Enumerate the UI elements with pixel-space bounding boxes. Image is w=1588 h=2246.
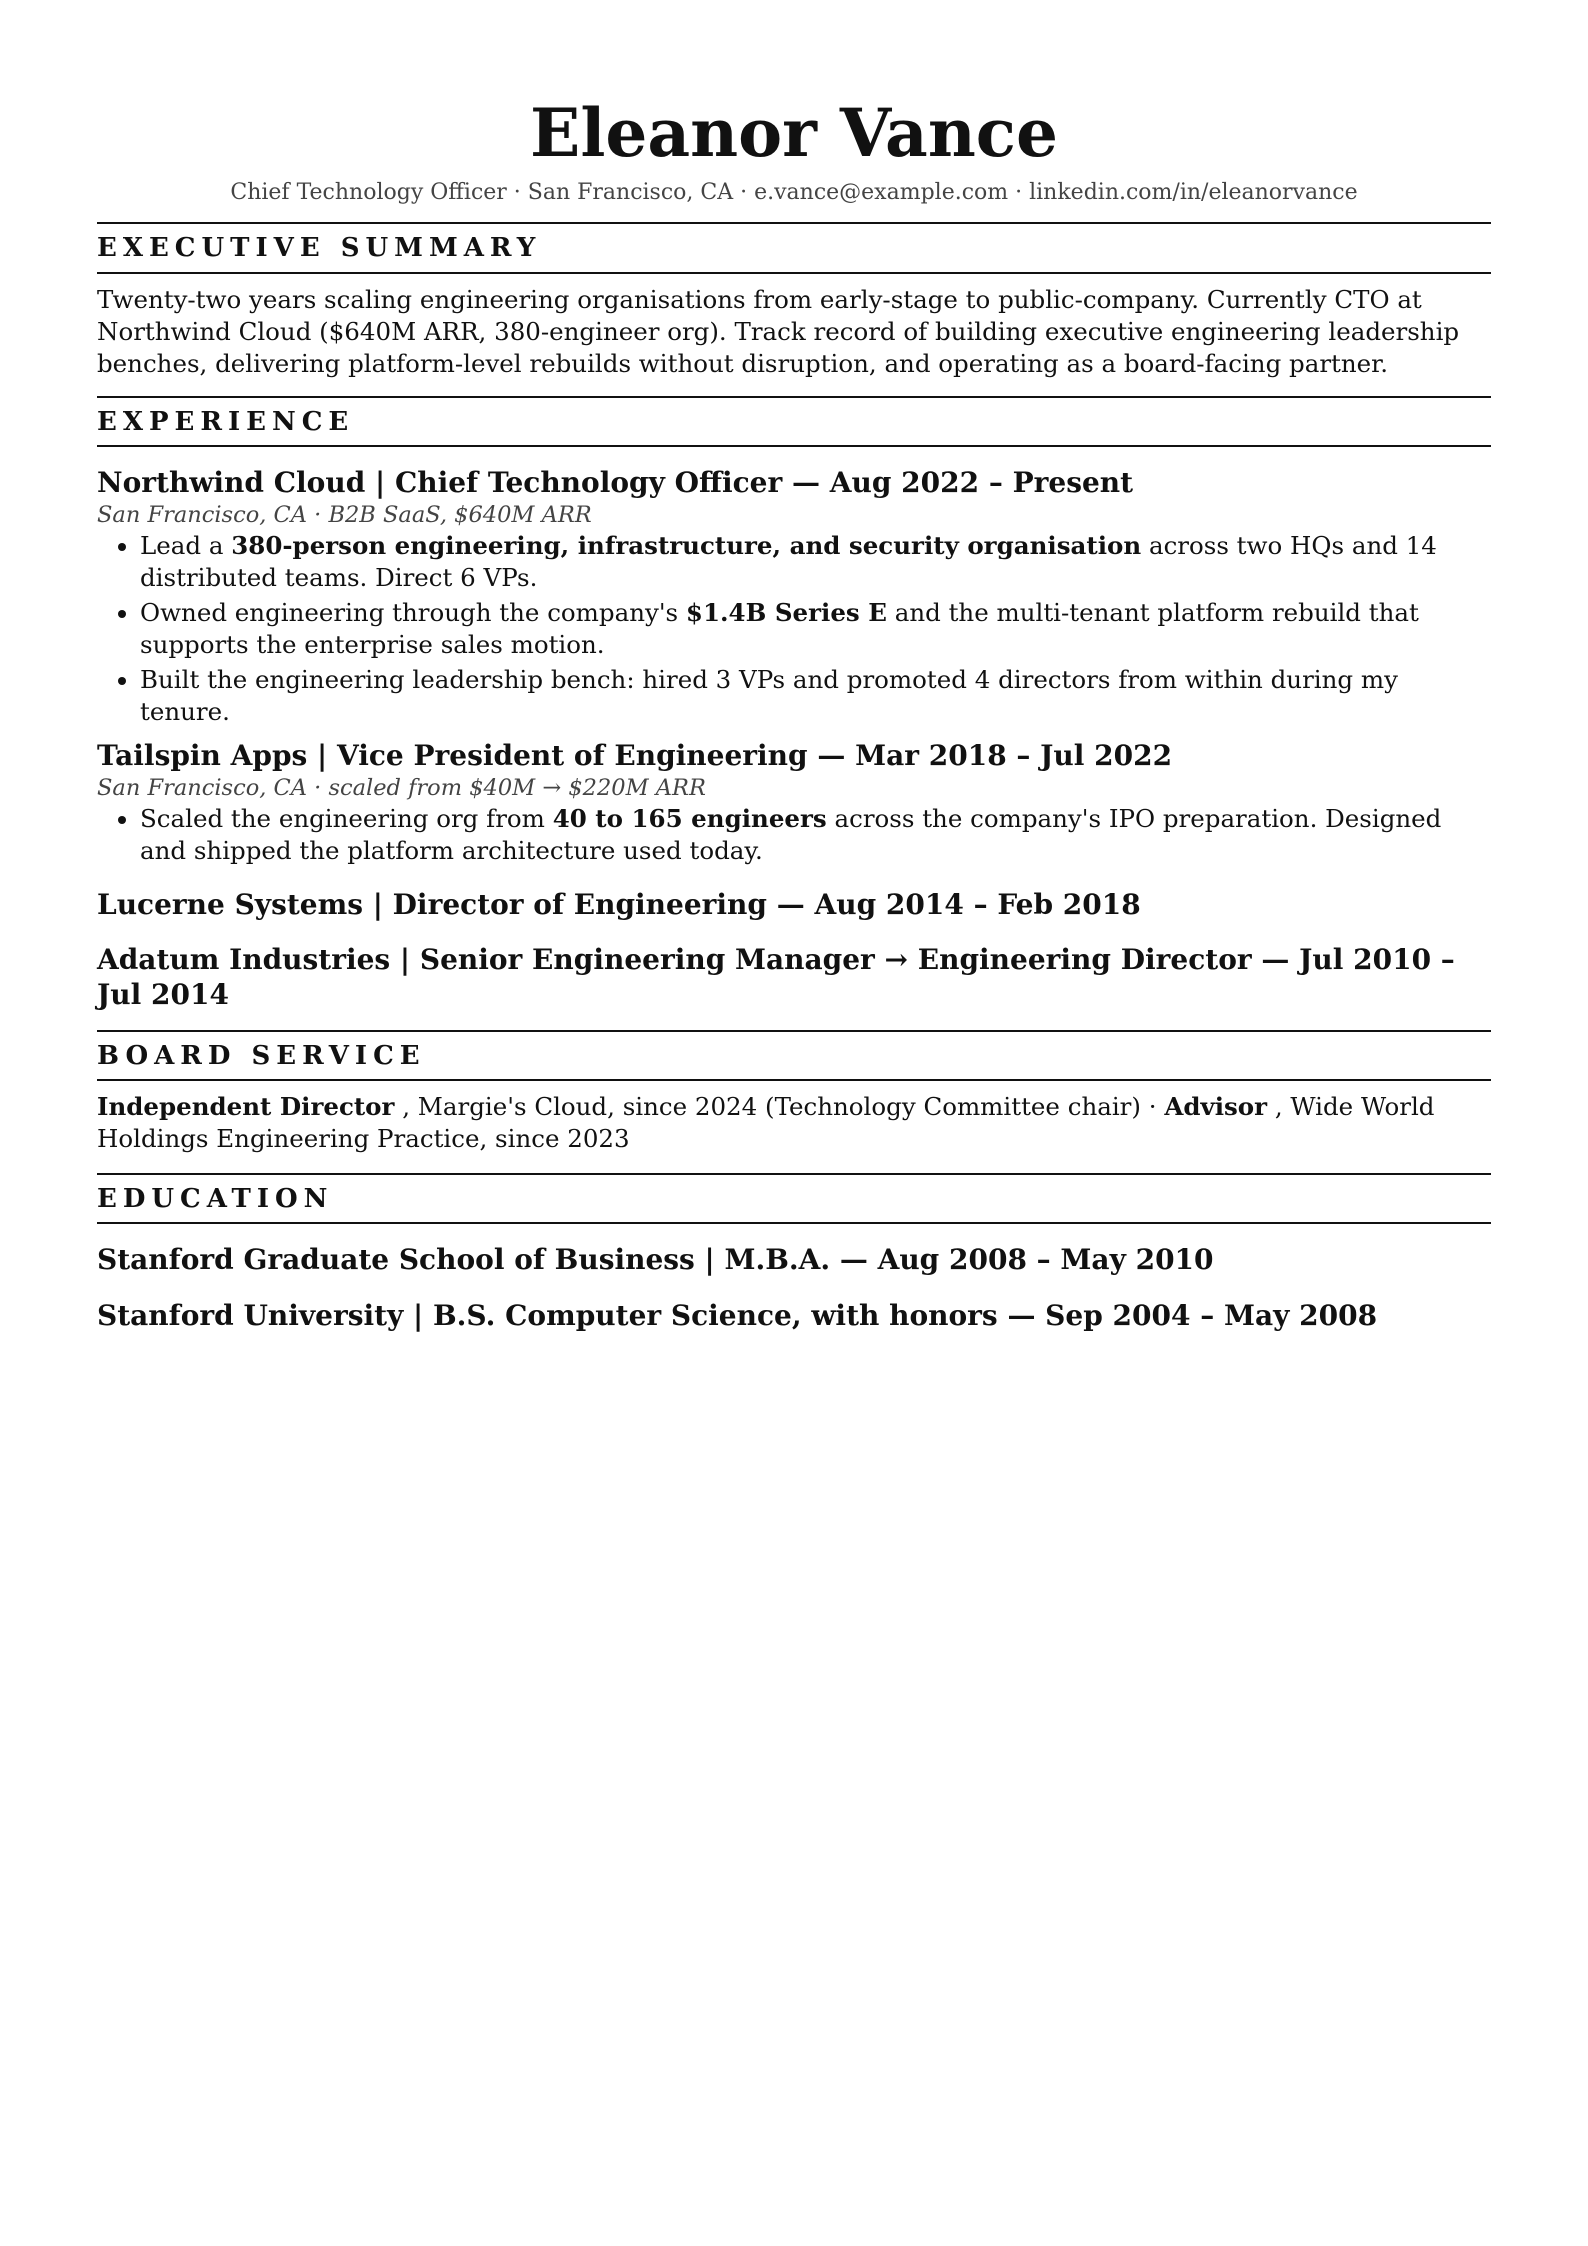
section-heading-board: BOARD SERVICE: [97, 1030, 1491, 1081]
job-entry: [97, 465, 1491, 728]
education-entry: Stanford University | B.S. Computer Science, with honors — Sep 2004 – May 2008: [97, 1299, 1378, 1333]
education-list: [97, 1242, 1491, 1333]
education-entry: Stanford Graduate School of Business | M.B.A. — Aug 2008 – May 2010: [97, 1243, 1214, 1277]
job-bullet: • Scaled the engineering org from 40 to 165 engineers across the company's IPO preparation. Designed and shipped the platform architecture used today.: [140, 803, 1491, 867]
job-entry: [97, 887, 1491, 922]
section-heading-experience: EXPERIENCE: [97, 396, 1491, 447]
section-heading-summary: EXECUTIVE SUMMARY: [97, 222, 1491, 273]
candidate-name: Eleanor Vance: [530, 94, 1058, 172]
job-subtitle: San Francisco, CA · B2B SaaS, $640M ARR: [97, 501, 592, 528]
summary-text: Twenty-two years scaling engineering organisations from early-stage to public-company. Currently CTO at Northwind Cloud ($640M ARR, 380-engineer org). Track record of building executive engineering leadership benches, delivering platform-level rebuilds without disruption, and operating as a board-facing partner.: [97, 284, 1460, 378]
job-bullet: • Lead a 380-person engineering, infrastructure, and security organisation across two HQs and 14 distributed teams. Direct 6 VPs.: [140, 530, 1491, 594]
section-heading-education: EDUCATION: [97, 1173, 1491, 1224]
job-title: Lucerne Systems | Director of Engineering — Aug 2014 – Feb 2018: [97, 887, 1141, 921]
job-bullets: [97, 530, 1491, 728]
job-entry: [97, 738, 1491, 867]
experience-list: [97, 465, 1491, 1012]
board-role: Independent Director: [97, 1091, 395, 1121]
contact-line: Chief Technology Officer · San Francisco, CA · e.vance@example.com · linkedin.com/in/eleanorvance: [230, 180, 1358, 205]
job-entry: [97, 942, 1491, 1012]
board-role: Advisor: [1164, 1091, 1268, 1121]
job-subtitle: San Francisco, CA · scaled from $40M → $220M ARR: [97, 774, 706, 801]
job-bullet: • Built the engineering leadership bench: hired 3 VPs and promoted 4 directors from within during my tenure.: [140, 664, 1491, 728]
job-title: Tailspin Apps | Vice President of Engineering — Mar 2018 – Jul 2022: [97, 738, 1173, 772]
job-title: Northwind Cloud | Chief Technology Officer — Aug 2022 – Present: [97, 465, 1134, 499]
job-bullets: [97, 803, 1491, 867]
board-service-text: Independent Director , Margie's Cloud, since 2024 (Technology Committee chair) · Advisor , Wide World Holdings Engineering Practice, since 2023: [97, 1091, 1435, 1153]
job-bullet: • Owned engineering through the company's $1.4B Series E and the multi-tenant platform rebuild that supports the enterprise sales motion.: [140, 597, 1491, 661]
job-title: Adatum Industries | Senior Engineering Manager → Engineering Director — Jul 2010 – Jul 2014: [97, 942, 1455, 1011]
